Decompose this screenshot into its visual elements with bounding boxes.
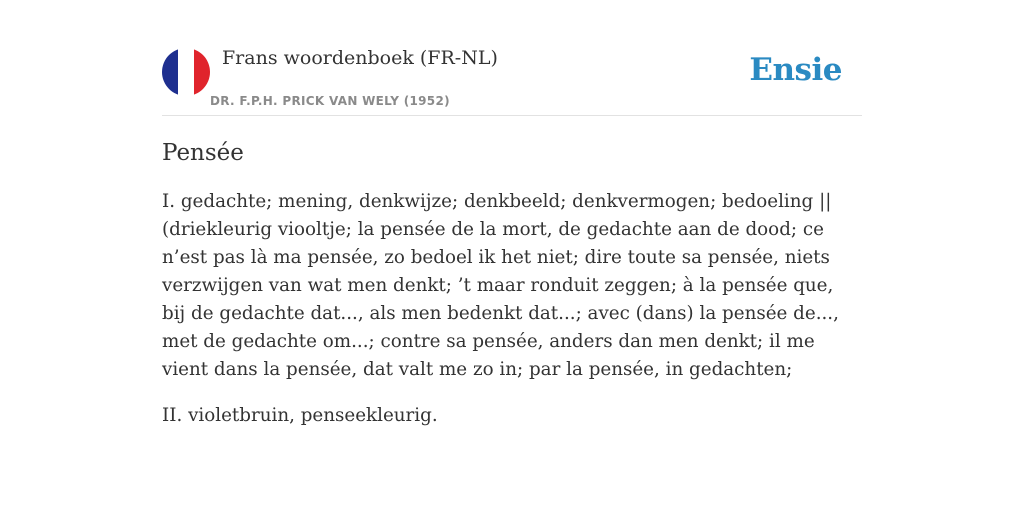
dictionary-header (162, 40, 862, 116)
dictionary-card (162, 40, 862, 430)
entry-headword: Pensée (162, 140, 244, 166)
dictionary-author: DR. F.P.H. PRICK VAN WELY (1952) (210, 94, 450, 108)
flag-stripe-blue (162, 48, 178, 96)
brand-logo[interactable]: Ensie (749, 52, 842, 88)
definition-1: I. gedachte; mening, denkwijze; denkbeeld; denkvermogen; bedoeling || (driekleurig viooltje; la pensée de la mort, de gedachte aan de dood; ce n’est pas là ma pensée, zo bedoel ik het niet; dire toute sa pensée, niets verzwijgen van wat men denkt; ’t maar ronduit zeggen; à la pensée que, bij de gedachte dat..., als men bedenkt dat...; avec (dans) la pensée de..., met de gedachte om...; contre sa pensée, anders dan men denkt; il me vient dans la pensée, dat valt me zo in; par la pensée, in gedachten; (162, 191, 839, 380)
definition-2: II. violetbruin, penseekleurig. (162, 405, 438, 426)
dictionary-title[interactable]: Frans woordenboek (FR-NL) (222, 47, 498, 69)
flag-stripe-white (178, 48, 194, 96)
flag-stripe-red (194, 48, 210, 96)
france-flag-icon (162, 48, 210, 96)
